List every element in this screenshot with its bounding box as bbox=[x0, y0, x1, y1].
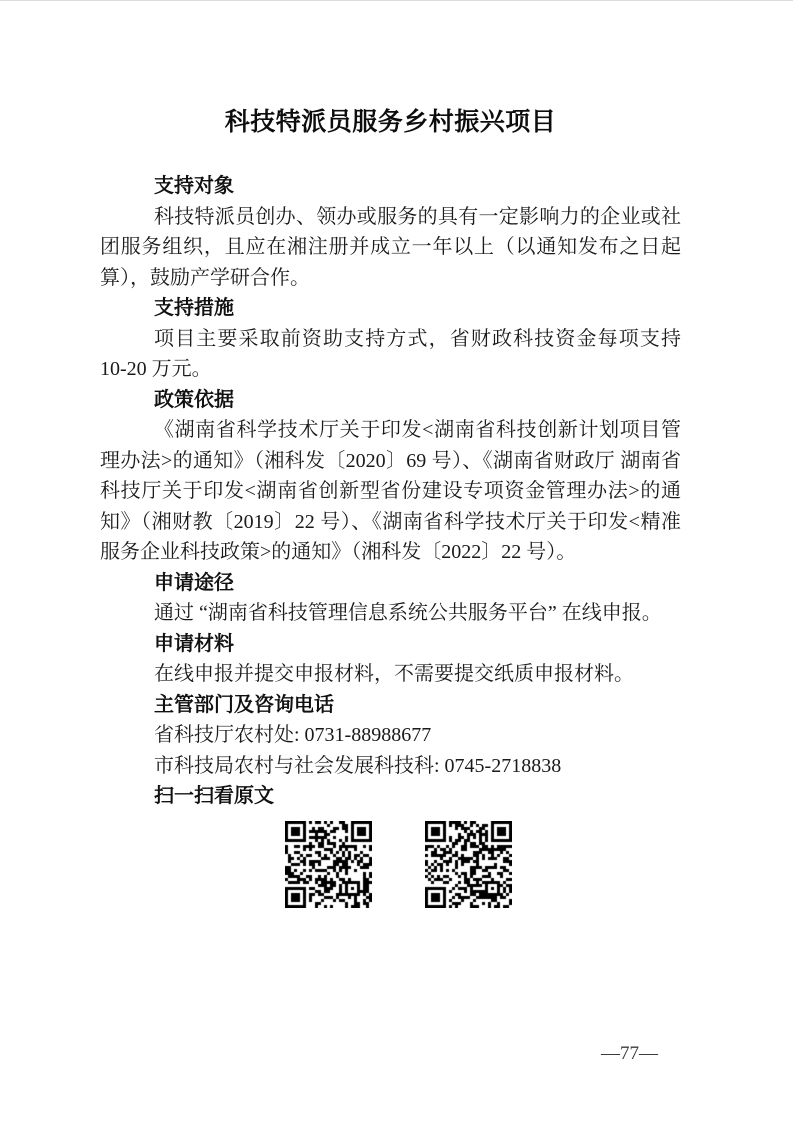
heading-application-materials: 申请材料 bbox=[154, 632, 234, 655]
paragraph-support-measures: 项目主要采取前资助支持方式，省财政科技资金每项支持 10-20 万元。 bbox=[100, 327, 681, 380]
heading-support-target: 支持对象 bbox=[154, 175, 234, 197]
heading-application-channel: 申请途径 bbox=[154, 571, 234, 594]
document-content bbox=[100, 0, 681, 908]
heading-department-contacts: 主管部门及咨询电话 bbox=[154, 693, 334, 716]
qr-code-right-icon bbox=[425, 821, 512, 908]
qr-code-left-icon bbox=[285, 821, 372, 908]
heading-policy-basis: 政策依据 bbox=[154, 388, 234, 411]
contact-line-city: 市科技局农村与社会发展科技科: 0745-2718838 bbox=[154, 754, 562, 777]
heading-scan-qr: 扫一扫看原文 bbox=[154, 785, 274, 807]
paragraph-application-channel: 通过 “湖南省科技管理信息系统公共服务平台” 在线申报。 bbox=[154, 602, 662, 624]
paragraph-application-materials: 在线申报并提交申报材料，不需要提交纸质申报材料。 bbox=[154, 663, 634, 685]
heading-support-measures: 支持措施 bbox=[154, 297, 234, 319]
qr-code-row bbox=[100, 821, 681, 908]
paragraph-support-target: 科技特派员创办、领办或服务的具有一定影响力的企业或社团服务组织，且应在湘注册并成立一年以上（以通知发布之日起算），鼓励产学研合作。 bbox=[100, 205, 681, 289]
contact-line-province: 省科技厅农村处: 0731-88988677 bbox=[154, 724, 432, 746]
paragraph-policy-basis: 《湖南省科学技术厅关于印发<湖南省科技创新计划项目管理办法>的通知》（湘科发〔2020〕69 号）、《湖南省财政厅 湖南省科技厅关于印发<湖南省创新型省份建设专项资金管理办法>的通知》（湘财教〔2019〕22 号）、《湖南省科学技术厅关于印发<精准服务企业科技政策>的通知》（湘科发〔2022〕22 号）。 bbox=[100, 419, 681, 563]
document-title: 科技特派员服务乡村振兴项目 bbox=[224, 109, 557, 136]
page-number: —77— bbox=[601, 1043, 658, 1064]
